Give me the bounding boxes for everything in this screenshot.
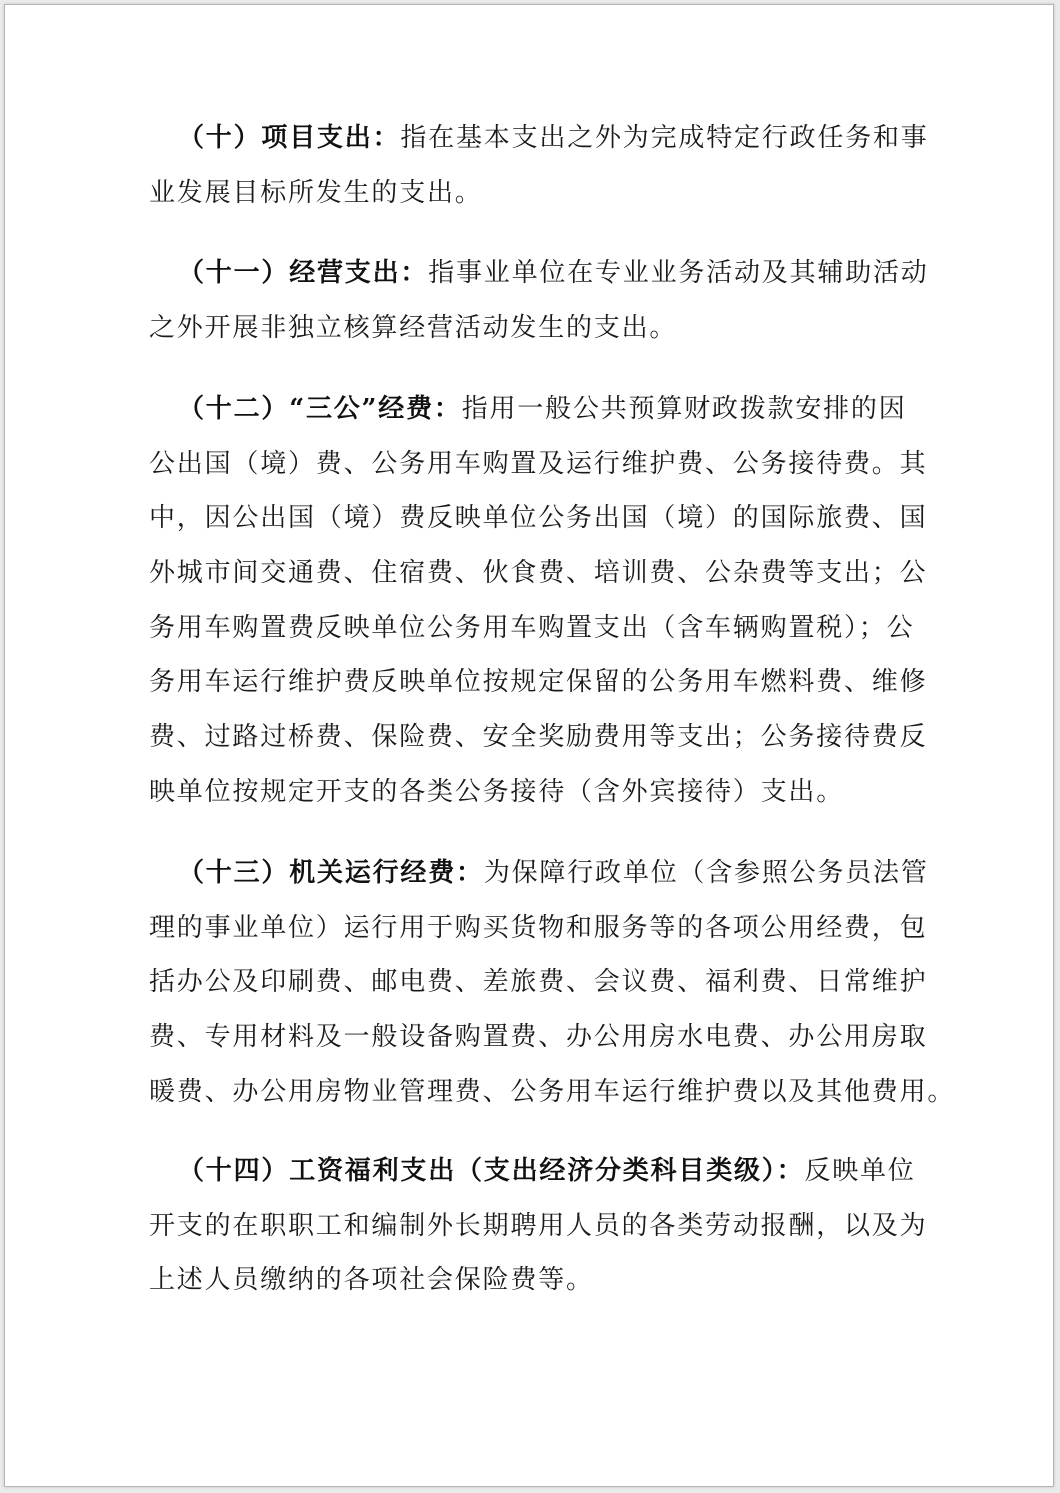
text-line: 中，因公出国（境）费反映单位公务出国（境）的国际旅费、国: [149, 503, 928, 534]
paragraph-text: 指用一般公共预算财政拨款安排的因: [461, 394, 907, 424]
paragraph-text: 为保障行政单位（含参照公务员法管: [483, 858, 929, 888]
text-line: 开支的在职职工和编制外长期聘用人员的各类劳动报酬，以及为: [149, 1210, 928, 1241]
text-line: 外城市间交通费、住宿费、伙食费、培训费、公杂费等支出；公: [149, 558, 928, 589]
text-line: 暖费、办公用房物业管理费、公务用车运行维护费以及其他费用。: [149, 1076, 956, 1107]
paragraph-text: 反映单位: [804, 1156, 916, 1186]
paragraph-wages-welfare-expenditure: [149, 1144, 1029, 1308]
text-line: 映单位按规定开支的各类公务接待（含外宾接待）支出。: [149, 776, 845, 807]
text-line: 费、专用材料及一般设备购置费、办公用房水电费、办公用房取: [149, 1022, 928, 1053]
paragraph-text: 指事业单位在专业业务活动及其辅助活动: [428, 258, 929, 288]
paragraph-operating-expenditure: [149, 246, 1029, 355]
text-line: [149, 246, 1029, 301]
document-page: [4, 4, 1054, 1487]
text-line: 务用车运行维护费反映单位按规定保留的公务用车燃料费、维修: [149, 667, 928, 698]
paragraph-project-expenditure: [149, 111, 1029, 220]
text-line: [149, 111, 1029, 166]
paragraph-heading: （十）项目支出：: [178, 123, 401, 153]
text-line: [149, 382, 1029, 437]
paragraph-agency-operating-funds: [149, 846, 1029, 1119]
text-line: 业发展目标所发生的支出。: [149, 177, 483, 208]
paragraph-heading: （十一）经营支出：: [178, 258, 429, 288]
paragraph-heading: （十二）“三公”经费：: [178, 394, 462, 424]
paragraph-text: 指在基本支出之外为完成特定行政任务和事: [400, 123, 929, 153]
text-line: 务用车购置费反映单位公务用车购置支出（含车辆购置税）；公: [149, 612, 915, 643]
paragraph-three-public-expenses: [149, 382, 1029, 820]
text-line: 费、过路过桥费、保险费、安全奖励费用等支出；公务接待费反: [149, 722, 928, 753]
paragraph-heading: （十四）工资福利支出（支出经济分类科目类级）：: [178, 1156, 805, 1186]
text-line: [149, 846, 1029, 901]
text-line: [149, 1144, 1029, 1199]
text-line: 括办公及印刷费、邮电费、差旅费、会议费、福利费、日常维护: [149, 967, 928, 998]
text-line: 之外开展非独立核算经营活动发生的支出。: [149, 312, 678, 343]
text-line: 上述人员缴纳的各项社会保险费等。: [149, 1265, 594, 1296]
text-line: 理的事业单位）运行用于购买货物和服务等的各项公用经费，包: [149, 912, 928, 943]
paragraph-heading: （十三）机关运行经费：: [178, 858, 484, 888]
text-line: 公出国（境）费、公务用车购置及运行维护费、公务接待费。其: [149, 448, 928, 479]
